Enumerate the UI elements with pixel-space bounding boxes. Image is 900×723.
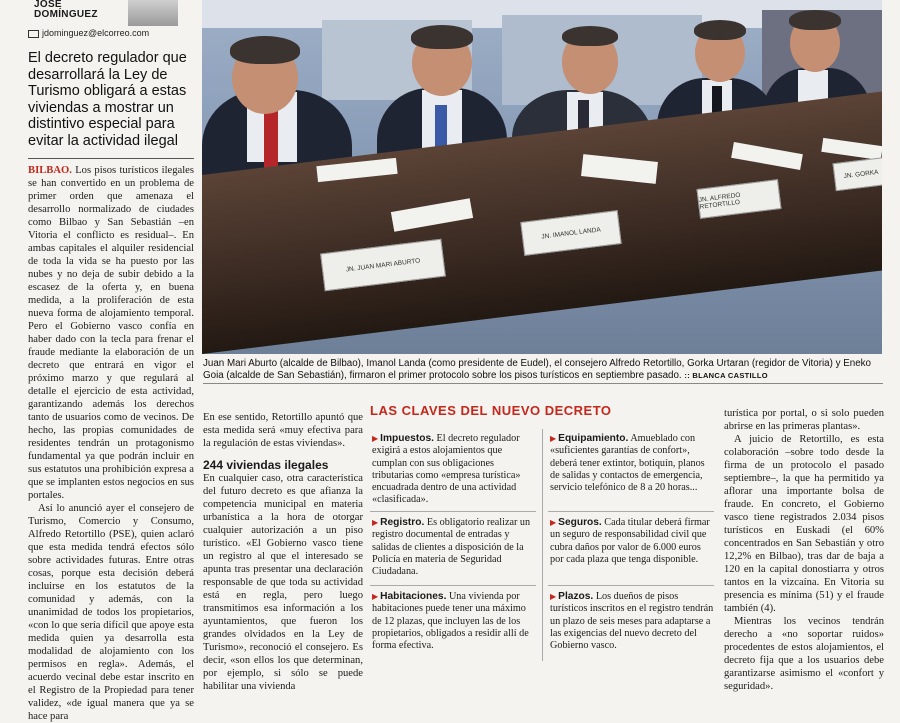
divider — [28, 158, 194, 159]
paragraph: turística por portal, o si solo pueden abrirse en las primeras plantas». — [724, 408, 884, 432]
decree-item-habitaciones: ▶ Habitaciones. Una vivienda por habitaciones puede tener una máximo de 12 plazas, que incluyen las de los propietarios, obligados a residir allí de forma efectiva. — [372, 591, 529, 652]
article-column-1 — [28, 164, 194, 723]
decree-item-equipamiento: ▶ Equipamiento. Amueblado con «suficientes garantías de confort», deberá tener extintor, botiquín, planos de salidas y contactos de emergencia, servicio telefónico de 8 a 20 horas... — [550, 433, 705, 494]
decree-title: LAS CLAVES DEL NUEVO DECRETO — [370, 403, 612, 418]
paragraph: En cualquier caso, otra característica del futuro decreto es que afianza la competencia municipal en materia urbanística a la hora de otorgar cualquier autorización a un piso turístico. «El Gobierno vasco tiene un registro al que el interesado se apunta tras presentar una declaración responsable de que toda su actividad está en regla, pero luego transmitimos esa información a los ayuntamientos, que fueron los grandes olvidados en la Ley de Turismo», reconoció el consejero. Es decir, «son ellos los que determinan, por ejemplo, si sólo se puede habilitar una vivienda — [203, 473, 363, 692]
decree-item-seguros: ▶ Seguros. Cada titular deberá firmar un seguro de responsabilidad civil que cubra daños por valor de 6.000 euros por cada plaza que tenga disponible. — [550, 517, 710, 565]
decree-item-plazos: ▶ Plazos. Los dueños de pisos turísticos inscritos en el registro tendrán un plazo de seis meses para adaptarse a las exigencias del nuevo decreto del Gobierno vasco. — [550, 591, 714, 652]
article-column-2-cont — [203, 472, 363, 693]
article-column-4 — [724, 407, 884, 693]
decree-keys-box — [370, 403, 716, 666]
byline-email[interactable]: jdominguez@elcorreo.com — [28, 28, 149, 38]
envelope-icon — [28, 30, 39, 38]
section-subtitle: 244 viviendas ilegales — [203, 458, 329, 472]
name-plaque: JN. ALFREDO RETORTILLO — [696, 179, 781, 219]
triangle-bullet-icon: ▶ — [550, 592, 557, 601]
article-column-2 — [203, 411, 363, 450]
triangle-bullet-icon: ▶ — [372, 592, 379, 601]
photo-credit: :: BLANCA CASTILLO — [684, 371, 768, 380]
article-subhead: El decreto regulador que desarrollará la Ley de Turismo obligará a estas viviendas a mostrar un distintivo especial para evitar la actividad ilegal — [28, 50, 187, 149]
dateline: BILBAO. — [28, 165, 72, 176]
paragraph: En ese sentido, Retortillo apuntó que esta medida será «muy efectiva para la regulación de estas viviendas». — [203, 412, 363, 449]
decree-item-registro: ▶ Registro. Es obligatorio realizar un registro documental de entradas y salidas de clientes a disposición de la Policía en materia de Seguridad Ciudadana. — [372, 517, 531, 578]
triangle-bullet-icon: ▶ — [550, 434, 557, 443]
name-plaque: JN. IMANOL LANDA — [520, 210, 621, 256]
paragraph: Así lo anunció ayer el consejero de Turismo, Comercio y Consumo, Alfredo Retortillo (PSE), quien aclaró que esta medida tendrá efectos sólo sobre actividades futuras. Entre otras cosas, porque esta decisión deberá incluirse en los estatutos de la comunidad y además, con la unanimidad de todos los propietarios, «con lo que sería difícil que apoye esta medida quien ya desarrolla esta modalidad de alojamiento con los permisos en regla». Además, el acuerdo vecinal debe estar inscrito en el Registro de la Propiedad para tener validez, «de igual manera que ya se hace para — [28, 503, 194, 722]
paragraph: Mientras los vecinos tendrán derecho a «no soportar ruidos» procedentes de estos alojamientos, el decreto fija que a los usuarios debe garantizarse asimismo el «confort y seguridad». — [724, 616, 884, 692]
triangle-bullet-icon: ▶ — [550, 518, 557, 527]
paragraph: A juicio de Retortillo, es esta colaboración –sobre todo desde la firma de un protocolo el pasado septiembre–, la que ha permitido ya aflorar una importante bolsa de fraude. En concreto, el Gobierno vasco tiene registrados 2.034 pisos turísticos en Euskadi (el 60% concentrados en San Sebastián y otro 12,2% en Bilbao), tras dar de baja a 120 en la capital donostiarra y otros tantos en la vizcaína. En Vitoria su presencia es mínima (51) y el fraude también (4). — [724, 434, 884, 614]
author-photo — [128, 0, 178, 26]
name-plaque: JN. GORKA — [832, 157, 882, 191]
photo-caption: Juan Mari Aburto (alcalde de Bilbao), Imanol Landa (como presidente de Eudel), el consejero Alfredo Retortillo, Gorka Urtaran (regidor de Vitoria) y Eneko Goia (alcalde de San Sebastián), firmaron el primer protocolo sobre los pisos turísticos en septiembre pasado. :: BLANCA CASTILLO — [203, 358, 871, 381]
byline-name: JOSÉ DOMÍNGUEZ — [34, 0, 98, 20]
paragraph: BILBAO. Los pisos turísticos ilegales se han convertido en un problema de primer orden que amenaza el desarrollo normalizado de ciudades como Bilbao y San Sebastián –en Vitoria el conflicto es residual–. En ambas capitales el alquiler residencial de toda la vida se ha puesto por las nubes y no deja de subir debido a la escasez de la oferta y, en buena medida, a la proliferación de esta nueva forma de alojamiento temporal. Pero el Gobierno vasco confía en haber dado con la tecla para frenar el fraude mediante la elaboración de un decreto que entrará en vigor el próximo marzo y que regulará al detalle el ejercicio de esta actividad, garantizando además los derechos tanto de usuarios como de vecinos. De hecho, las propias comunidades de residentes tendrán un protagonismo fundamental ya que podrán incluir en sus estatutos una prohibición expresa a que se implanten estos negocios en sus portales. — [28, 165, 194, 501]
name-plaque: JN. JUAN MARI ABURTO — [320, 239, 446, 292]
triangle-bullet-icon: ▶ — [372, 518, 379, 527]
decree-item-impuestos: ▶ Impuestos. El decreto regulador exigirá a estos alojamientos que cumplan con sus obligaciones tributarias como «empresa turística» encuadrada dentro de una actividad «clasificada». — [372, 433, 521, 506]
article-photo — [202, 0, 882, 354]
triangle-bullet-icon: ▶ — [372, 434, 379, 443]
divider — [203, 383, 883, 384]
